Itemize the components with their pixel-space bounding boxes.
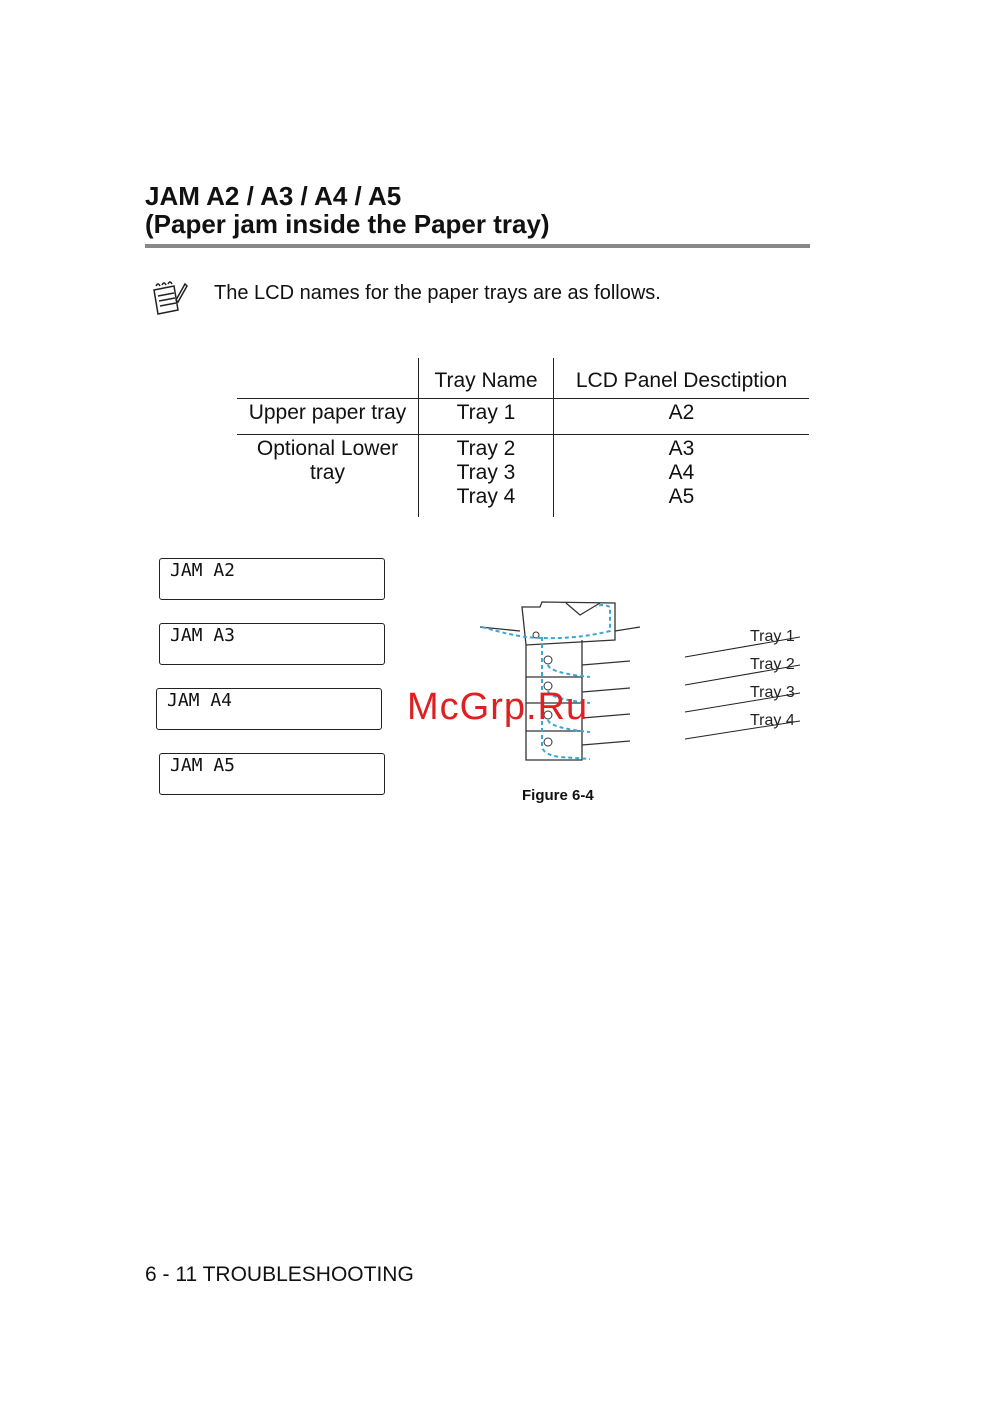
tray-line: Tray 4 bbox=[456, 485, 516, 508]
tray-3-label: Tray 3 bbox=[750, 684, 795, 701]
lcd-line: A4 bbox=[668, 461, 695, 484]
tray-4-label: Tray 4 bbox=[750, 712, 795, 729]
tray-line: Tray 3 bbox=[456, 461, 516, 484]
lcd-line: A5 bbox=[668, 485, 695, 508]
note-pad-icon bbox=[150, 280, 188, 316]
title-line-1: JAM A2 / A3 / A4 / A5 bbox=[145, 181, 402, 211]
lcd-display-jam-a5: JAM A5 bbox=[159, 753, 385, 795]
figure-caption: Figure 6-4 bbox=[522, 787, 594, 804]
printer-body bbox=[480, 602, 640, 760]
lcd-cell: A2 bbox=[554, 399, 810, 435]
lcd-cell bbox=[554, 435, 810, 518]
lcd-line: A3 bbox=[668, 437, 695, 460]
page-title bbox=[145, 182, 810, 248]
group-line: Optional Lower bbox=[256, 437, 399, 460]
watermark: McGrp.Ru bbox=[407, 686, 589, 728]
lcd-display-jam-a4: JAM A4 bbox=[156, 688, 382, 730]
group-line: tray bbox=[309, 461, 345, 484]
tray-line: Tray 2 bbox=[456, 437, 516, 460]
group-cell: Upper paper tray bbox=[237, 399, 419, 435]
table-header-row bbox=[237, 358, 809, 399]
lcd-display-jam-a3: JAM A3 bbox=[159, 623, 385, 665]
lcd-display-jam-a2: JAM A2 bbox=[159, 558, 385, 600]
header-tray-name: Tray Name bbox=[419, 358, 554, 399]
tray-1-label: Tray 1 bbox=[750, 628, 795, 645]
header-lcd-description: LCD Panel Desctiption bbox=[554, 358, 810, 399]
tray-name-table bbox=[237, 358, 809, 517]
tray-2-label: Tray 2 bbox=[750, 656, 795, 673]
note-text: The LCD names for the paper trays are as follows. bbox=[214, 282, 661, 304]
printer-tray-diagram bbox=[470, 595, 810, 775]
page-footer: 6 - 11 TROUBLESHOOTING bbox=[145, 1263, 414, 1286]
title-line-2: (Paper jam inside the Paper tray) bbox=[145, 209, 550, 239]
header-cell-blank bbox=[237, 358, 419, 399]
group-cell bbox=[237, 435, 419, 518]
table-row bbox=[237, 399, 809, 435]
table-row bbox=[237, 435, 809, 518]
tray-cell: Tray 1 bbox=[419, 399, 554, 435]
tray-cell bbox=[419, 435, 554, 518]
